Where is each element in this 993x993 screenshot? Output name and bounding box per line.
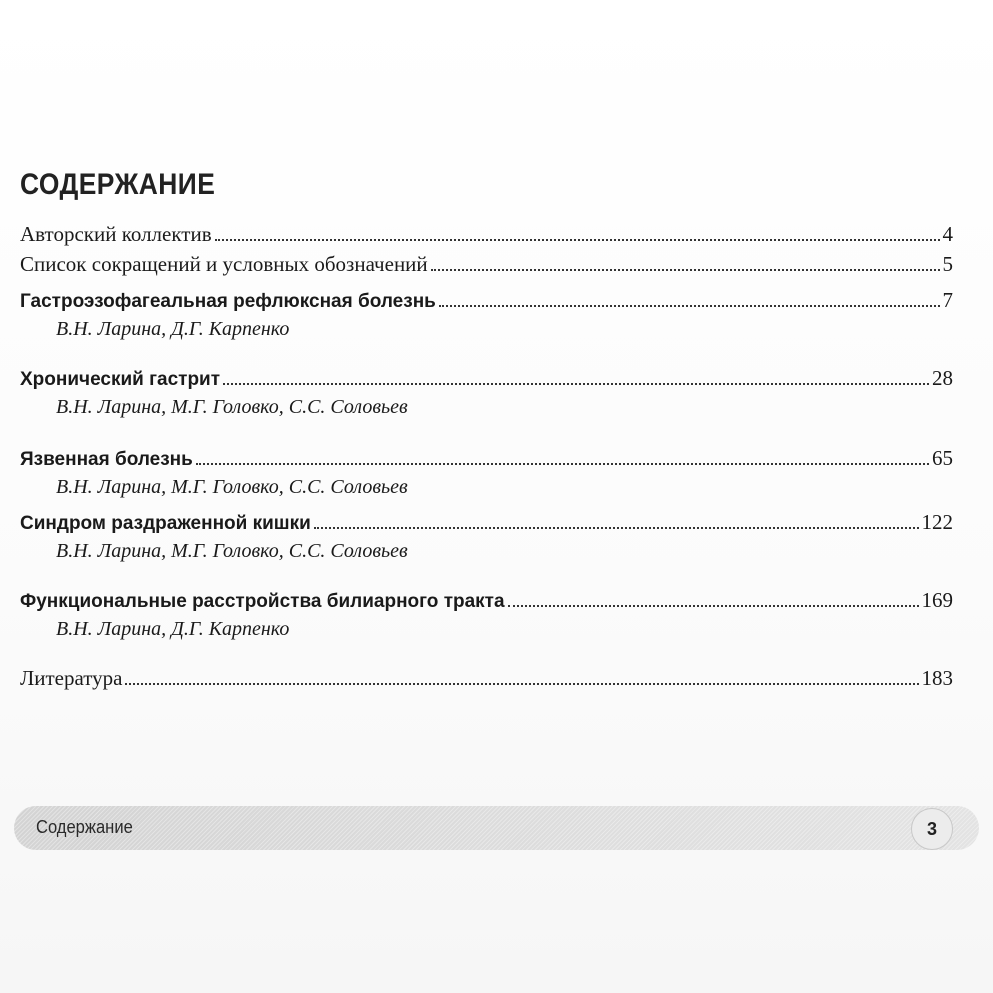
toc-entry-ibs [20,507,953,537]
toc-entry-authors: В.Н. Ларина, М.Г. Головко, С.С. Соловьев [56,476,408,498]
toc-entry-title: Гастроэзофагеальная рефлюксная болезнь [20,291,436,312]
toc-entry-title: Список сокращений и условных обозначений [20,252,428,276]
toc-entry-literature [20,663,953,693]
toc-entry-page: 122 [921,510,953,534]
toc-entry-chronic-gastritis [20,363,953,393]
dot-leader [439,304,940,307]
toc-entry-gerd [20,285,953,315]
page-title: СОДЕРЖАНИЕ [20,168,216,201]
toc-entry-abbreviations [20,249,953,279]
toc-entry-page: 7 [942,288,953,312]
dot-leader [196,462,929,465]
toc-entry-title: Авторский коллектив [20,222,212,246]
footer-section-label: Содержание [36,817,133,837]
toc-entry-title: Язвенная болезнь [20,449,193,470]
toc-entry-page: 4 [942,222,953,246]
dot-leader [215,238,940,241]
toc-entry-authors: В.Н. Ларина, М.Г. Головко, С.С. Соловьев [56,396,408,418]
toc-entry-page: 183 [921,666,953,690]
toc-entry-page: 169 [921,588,953,612]
toc-entry-biliary [20,585,953,615]
toc-entry-title: Синдром раздраженной кишки [20,513,311,534]
toc-entry-authors: В.Н. Ларина, Д.Г. Карпенко [56,318,290,340]
dot-leader [431,268,940,271]
toc-entry-authors-team [20,219,953,249]
toc-entry-page: 65 [932,446,953,470]
toc-entry-title: Литература [20,666,123,690]
toc-entry-authors: В.Н. Ларина, Д.Г. Карпенко [56,618,290,640]
dot-leader [508,604,919,607]
toc-entry-title: Хронический гастрит [20,369,221,390]
toc-entry-authors: В.Н. Ларина, М.Г. Головко, С.С. Соловьев [56,540,408,562]
dot-leader [314,526,919,529]
dot-leader [223,382,929,385]
toc-entry-page: 28 [932,366,953,390]
page-number-badge: 3 [911,808,953,850]
dot-leader [125,682,918,685]
toc-entry-page: 5 [942,252,953,276]
toc-entry-title: Функциональные расстройства билиарного тракта [20,591,505,612]
table-of-contents [20,219,953,693]
toc-entry-peptic-ulcer [20,443,953,473]
running-footer [14,806,979,850]
